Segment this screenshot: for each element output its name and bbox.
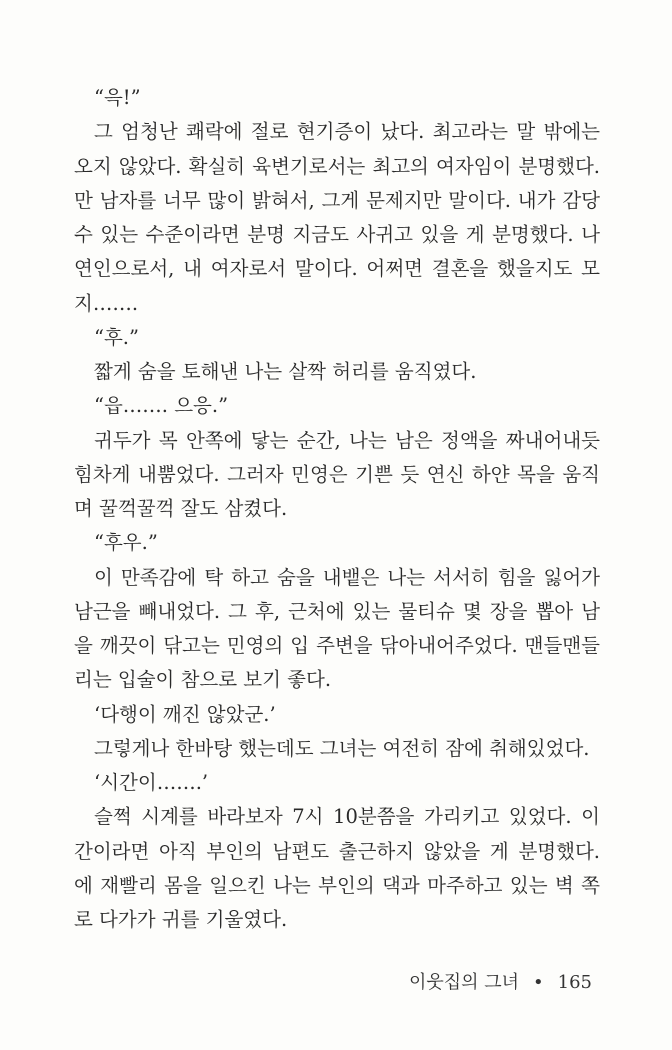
footer-separator: •: [533, 972, 544, 993]
text-line: 간이라면 아직 부인의 남편도 출근하지 않았을 게 분명했다.: [74, 839, 600, 863]
text-line: 이 만족감에 탁 하고 숨을 내뱉은 나는 서서히 힘을 잃어가: [94, 565, 600, 589]
text-line: 힘차게 내뿜었다. 그러자 민영은 기쁜 듯 연신 하얀 목을 움직: [74, 462, 600, 486]
page-footer: [409, 968, 592, 994]
text-line: 에 재빨리 몸을 일으킨 나는 부인의 댁과 마주하고 있는 벽 쪽: [74, 873, 600, 897]
text-line: 로 다가가 귀를 기울였다.: [74, 908, 288, 931]
text-line: 며 꿀꺽꿀꺽 잘도 삼켰다.: [74, 497, 288, 520]
text-line: 그 엄청난 쾌락에 절로 현기증이 났다. 최고라는 말 밖에는: [94, 120, 600, 144]
text-line: 리는 입술이 참으로 보기 좋다.: [74, 668, 332, 692]
text-line: 남근을 빼내었다. 그 후, 근처에 있는 물티슈 몇 장을 뽑아 남: [74, 599, 600, 623]
text-line: 오지 않았다. 확실히 육변기로서는 최고의 여자임이 분명했다.: [74, 154, 600, 178]
text-line: 을 깨끗이 닦고는 민영의 입 주변을 닦아내어주었다. 맨들맨들: [74, 634, 600, 657]
text-line: “후우.”: [94, 531, 158, 555]
text-line: 슬쩍 시계를 바라보자 7시 10분쯤을 가리키고 있었다. 이: [94, 805, 600, 829]
running-title: 이웃집의 그녀: [408, 972, 520, 993]
text-line: ‘시간이…….’: [94, 771, 209, 794]
text-line: 연인으로서, 내 여자로서 말이다. 어쩌면 결혼을 했을지도 모: [74, 257, 600, 281]
page-number: 165: [557, 972, 592, 993]
text-line: 지…….: [74, 291, 139, 315]
text-line: ‘다행이 깨진 않았군.’: [94, 702, 276, 726]
text-line: 수 있는 수준이라면 분명 지금도 사귀고 있을 게 분명했다. 나: [74, 223, 600, 246]
text-line: 만 남자를 너무 많이 밝혀서, 그게 문제지만 말이다. 내가 감당: [74, 188, 600, 212]
text-line: 그렇게나 한바탕 했는데도 그녀는 여전히 잠에 취해있었다.: [94, 736, 590, 760]
text-line: 짧게 숨을 토해낸 나는 살짝 허리를 움직였다.: [94, 360, 477, 383]
text-line: “읍……. 으응.”: [94, 394, 229, 418]
text-line: “후.”: [94, 325, 139, 349]
body-text: [74, 81, 600, 937]
text-line: 귀두가 목 안쪽에 닿는 순간, 나는 남은 정액을 짜내어내듯: [94, 428, 600, 452]
text-line: “윽!”: [94, 86, 141, 109]
